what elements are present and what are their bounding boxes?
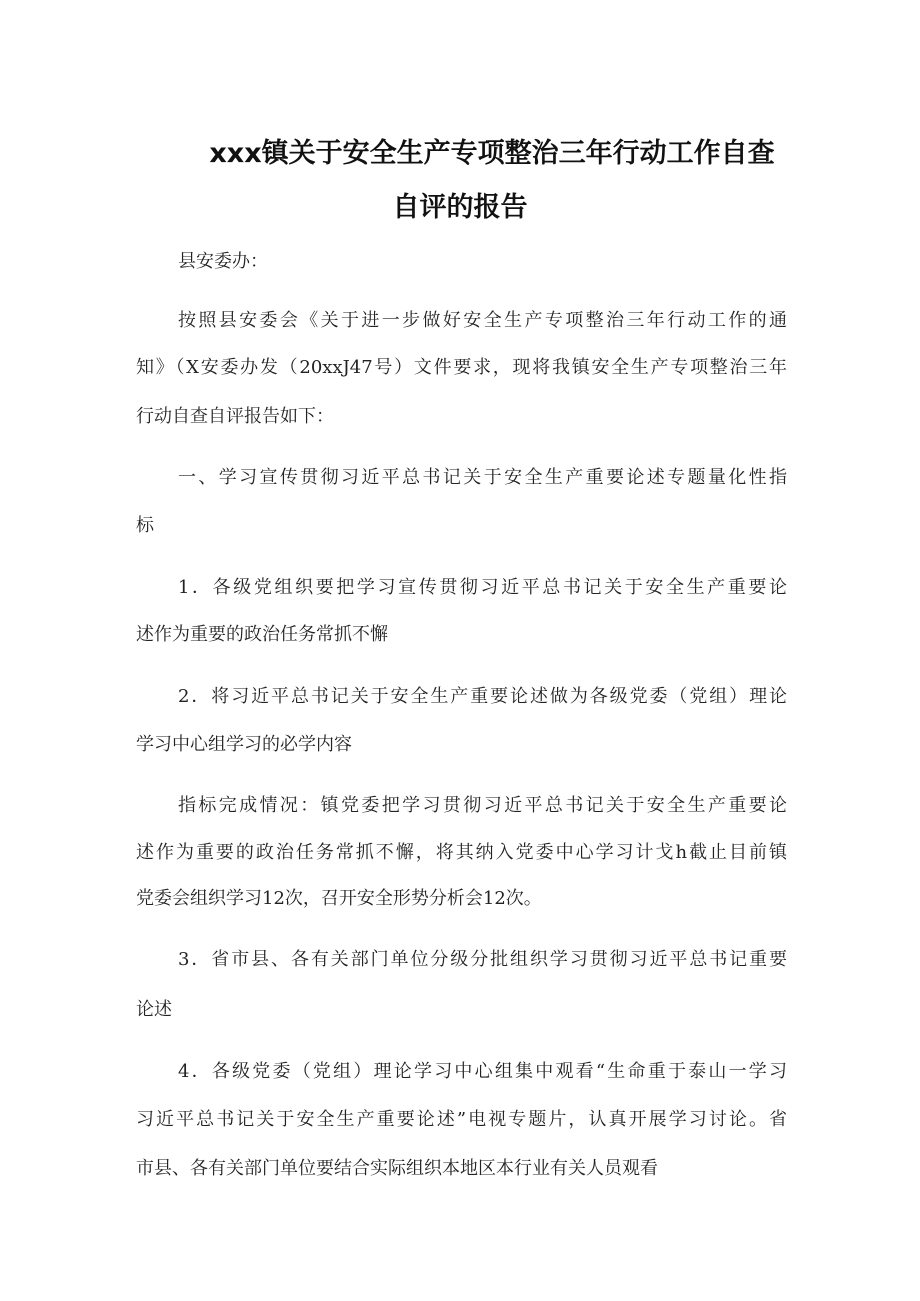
intro-line-2: 知》（X安委办发（20xxJ47号）文件要求，现将我镇安全生产专项整治三年 [136, 357, 787, 378]
item-2-line-2: 学习中心组学习的必学内容 [136, 734, 352, 755]
intro-line-1: 按照县安委会《关于进一步做好安全生产专项整治三年行动工作的通 [178, 310, 787, 331]
completion-line-2: 述作为重要的政治任务常抓不懈，将其纳入党委中心学习计戈h截止目前镇 [136, 842, 787, 863]
item-4-line-2: 习近平总书记关于安全生产重要论述”电视专题片，认真开展学习讨论。省 [136, 1109, 787, 1130]
section-heading-line-1: 一、学习宣传贯彻习近平总书记关于安全生产重要论述专题量化性指 [178, 467, 787, 488]
item-4-line-3: 市县、各有关部门单位要结合实际组织本地区本行业有关人员观看 [136, 1158, 658, 1179]
item-3-line-2: 论述 [136, 999, 172, 1020]
intro-line-3: 行动自查自评报告如下： [136, 406, 334, 427]
document-title-line-2: 自评的报告 [392, 192, 528, 223]
salutation: 县安委办： [178, 251, 268, 272]
item-2-line-1: 2．将习近平总书记关于安全生产重要论述做为各级党委（党组）理论 [178, 686, 787, 707]
item-4-line-1: 4．各级党委（党组）理论学习中心组集中观看“生命重于泰山一学习 [178, 1061, 787, 1082]
completion-line-1: 指标完成情况：镇党委把学习贯彻习近平总书记关于安全生产重要论 [178, 795, 787, 816]
section-heading-line-2: 标 [136, 515, 154, 536]
item-1-line-1: 1．各级党组织要把学习宣传贯彻习近平总书记关于安全生产重要论 [178, 577, 787, 598]
item-1-line-2: 述作为重要的政治任务常抓不懈 [136, 624, 388, 645]
item-3-line-1: 3．省市县、各有关部门单位分级分批组织学习贯彻习近平总书记重要 [178, 949, 787, 970]
document-title-line-1: xxx镇关于安全生产专项整治三年行动工作自查 [209, 138, 775, 169]
completion-line-3: 党委会组织学习12次，召开安全形势分析会12次。 [136, 888, 542, 909]
